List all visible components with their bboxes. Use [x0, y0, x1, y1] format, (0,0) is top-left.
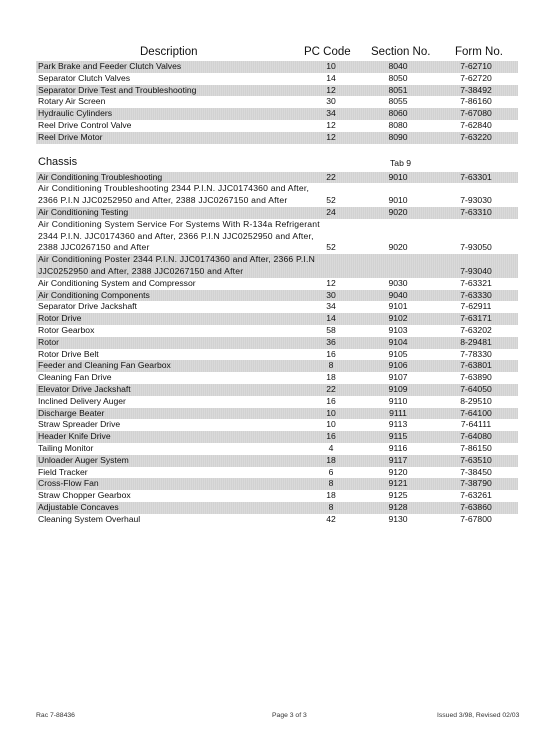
- row-pc-code: 10: [326, 419, 336, 430]
- row-section-no: 8051: [388, 84, 408, 95]
- row-section-no: 9010: [388, 195, 408, 206]
- row-pc-code: 34: [326, 301, 336, 312]
- row-pc-code: 16: [326, 431, 336, 442]
- row-pc-code: 58: [326, 324, 336, 335]
- row-form-no: 7-63202: [460, 324, 492, 335]
- row-description: Air Conditioning Components: [38, 289, 150, 300]
- table-row: [36, 408, 518, 420]
- row-description: Inclined Delivery Auger: [38, 395, 126, 406]
- row-description: Discharge Beater: [38, 407, 105, 418]
- row-form-no: 7-93050: [460, 242, 492, 253]
- row-form-no: 7-64080: [460, 431, 492, 442]
- row-description: Unloader Auger System: [38, 454, 129, 465]
- row-form-no: 7-86150: [460, 442, 492, 453]
- table-row: [36, 419, 518, 431]
- top-rows-group: [36, 61, 518, 144]
- row-description: Straw Spreader Drive: [38, 419, 121, 430]
- row-description: Rotor Drive: [38, 313, 82, 324]
- row-pc-code: 22: [326, 383, 336, 394]
- row-description: Feeder and Cleaning Fan Gearbox: [38, 360, 171, 371]
- row-section-no: 9010: [388, 171, 408, 182]
- row-pc-code: 52: [326, 195, 336, 206]
- row-description: Separator Drive Jackshaft: [38, 301, 137, 312]
- row-form-no: 7-62911: [460, 301, 492, 312]
- footer-form-number: Rac 7-88436: [36, 712, 75, 719]
- chassis-section-header: [36, 152, 518, 172]
- table-row: [36, 219, 518, 254]
- section-tab: Tab 9: [390, 157, 412, 168]
- table-row: [36, 96, 518, 108]
- row-description: Air Conditioning System Service For Systems With R-134a Refrigerant 2344 P.I.N. JJC0174360 and After, 2366 P.I.N JJC0252950 and After, 2388 JJC0267150 and After: [38, 218, 320, 253]
- row-description: Rotor Drive Belt: [38, 348, 99, 359]
- row-description: Air Conditioning Testing: [38, 206, 129, 217]
- row-pc-code: 6: [328, 466, 334, 477]
- row-form-no: 7-67080: [460, 108, 492, 119]
- row-pc-code: 24: [326, 206, 336, 217]
- table-row: [36, 278, 518, 290]
- row-pc-code: 10: [326, 407, 336, 418]
- row-pc-code: 30: [326, 289, 336, 300]
- row-form-no: 7-38790: [460, 478, 492, 489]
- row-pc-code: 12: [326, 131, 336, 142]
- row-form-no: 7-63510: [460, 454, 492, 465]
- row-section-no: 8040: [388, 61, 408, 71]
- row-form-no: 7-86160: [460, 96, 492, 107]
- row-pc-code: 14: [326, 72, 336, 83]
- row-description: Rotor Gearbox: [38, 324, 95, 335]
- header-form-no: Form No.: [455, 46, 503, 58]
- row-form-no: 7-63890: [460, 372, 492, 383]
- chassis-rows-group: [36, 172, 518, 526]
- row-pc-code: 4: [328, 442, 334, 453]
- row-section-no: 8055: [388, 96, 408, 107]
- row-section-no: 8050: [388, 72, 408, 83]
- parts-index-table: [36, 44, 518, 525]
- table-row: [36, 478, 518, 490]
- row-description: Rotary Air Screen: [38, 96, 106, 107]
- row-description: Reel Drive Motor: [38, 131, 103, 142]
- row-section-no: 9107: [388, 372, 408, 383]
- row-description: Elevator Drive Jackshaft: [38, 383, 131, 394]
- row-description: Hydraulic Cylinders: [38, 108, 113, 119]
- row-description: Header Knife Drive: [38, 431, 111, 442]
- row-pc-code: 16: [326, 348, 336, 359]
- table-header: [36, 44, 518, 61]
- row-form-no: 7-64111: [460, 419, 492, 430]
- row-description: Park Brake and Feeder Clutch Valves: [38, 61, 182, 71]
- row-description: Cross-Flow Fan: [38, 478, 99, 489]
- table-row: [36, 337, 518, 349]
- header-description: Description: [140, 46, 198, 58]
- row-form-no: 7-38450: [460, 466, 492, 477]
- row-pc-code: 18: [326, 454, 336, 465]
- row-form-no: 7-63801: [460, 360, 492, 371]
- table-row: [36, 490, 518, 502]
- row-pc-code: 42: [326, 513, 336, 524]
- footer-issue-date: Issued 3/98, Revised 02/03: [437, 712, 520, 719]
- row-description: Air Conditioning Poster 2344 P.I.N. JJC0174360 and After, 2366 P.I.N JJC0252950 and After, 2388 JJC0267150 and After: [38, 254, 315, 276]
- row-description: Adjustable Concaves: [38, 501, 119, 512]
- table-row: [36, 108, 518, 120]
- row-section-no: 9128: [388, 501, 408, 512]
- row-section-no: 9115: [388, 431, 408, 442]
- row-pc-code: 10: [326, 61, 336, 71]
- table-row: [36, 172, 518, 184]
- row-section-no: 9121: [388, 478, 408, 489]
- row-section-no: 9101: [388, 301, 408, 312]
- table-row: [36, 467, 518, 479]
- row-section-no: 9111: [389, 407, 407, 418]
- table-row: [36, 254, 518, 278]
- table-row: [36, 85, 518, 97]
- row-form-no: 7-63220: [460, 131, 492, 142]
- row-description: Field Tracker: [38, 466, 88, 477]
- row-form-no: 7-78330: [460, 348, 492, 359]
- row-description: Cleaning System Overhaul: [38, 513, 141, 524]
- footer-page-number: Page 3 of 3: [272, 712, 307, 719]
- table-row: [36, 120, 518, 132]
- row-description: Tailing Monitor: [38, 442, 94, 453]
- row-form-no: 7-63860: [460, 501, 492, 512]
- row-section-no: 9105: [388, 348, 408, 359]
- row-form-no: 7-62840: [460, 119, 492, 130]
- row-section-no: 9109: [388, 383, 408, 394]
- row-pc-code: 8: [328, 478, 334, 489]
- row-form-no: 8-29481: [460, 336, 492, 347]
- row-section-no: 9130: [388, 513, 408, 524]
- row-form-no: 7-63301: [460, 171, 492, 182]
- table-row: [36, 73, 518, 85]
- row-description: Rotor: [38, 336, 60, 347]
- row-section-no: 9030: [388, 277, 408, 288]
- row-section-no: 9113: [388, 419, 408, 430]
- table-row: [36, 290, 518, 302]
- row-form-no: 7-63310: [460, 206, 492, 217]
- row-section-no: 9110: [388, 395, 408, 406]
- row-description: Reel Drive Control Valve: [38, 119, 132, 130]
- row-section-no: 8090: [388, 131, 408, 142]
- row-section-no: 9106: [388, 360, 408, 371]
- row-form-no: 7-63261: [460, 490, 492, 501]
- table-row: [36, 301, 518, 313]
- row-description: Straw Chopper Gearbox: [38, 490, 131, 501]
- table-row: [36, 384, 518, 396]
- row-form-no: 7-93040: [460, 265, 492, 276]
- row-form-no: 7-62710: [460, 61, 492, 71]
- row-section-no: 9040: [388, 289, 408, 300]
- row-pc-code: 36: [326, 336, 336, 347]
- row-form-no: 7-67800: [460, 513, 492, 524]
- row-pc-code: 16: [326, 395, 336, 406]
- row-form-no: 7-63171: [460, 313, 492, 324]
- row-form-no: 8-29510: [460, 395, 492, 406]
- section-title: Chassis: [38, 155, 78, 168]
- table-row: [36, 207, 518, 219]
- row-form-no: 7-63330: [460, 289, 492, 300]
- table-row: [36, 132, 518, 144]
- row-pc-code: 22: [326, 171, 336, 182]
- row-pc-code: 8: [328, 501, 334, 512]
- table-row: [36, 183, 518, 207]
- row-pc-code: 12: [326, 84, 336, 95]
- row-pc-code: 12: [326, 119, 336, 130]
- table-row: [36, 396, 518, 408]
- table-row: [36, 313, 518, 325]
- row-description: Air Conditioning System and Compressor: [38, 277, 196, 288]
- row-description: Separator Clutch Valves: [38, 72, 131, 83]
- row-pc-code: 18: [326, 372, 336, 383]
- row-description: Cleaning Fan Drive: [38, 372, 112, 383]
- table-row: [36, 431, 518, 443]
- table-row: [36, 514, 518, 526]
- row-section-no: 9117: [388, 454, 408, 465]
- row-section-no: 9102: [388, 313, 408, 324]
- row-pc-code: 12: [326, 277, 336, 288]
- row-form-no: 7-64050: [460, 383, 492, 394]
- row-pc-code: 14: [326, 313, 336, 324]
- header-pc-code: PC Code: [304, 46, 351, 58]
- row-form-no: 7-63321: [460, 277, 492, 288]
- row-section-no: 9116: [388, 442, 408, 453]
- row-form-no: 7-64100: [460, 407, 492, 418]
- row-description: Separator Drive Test and Troubleshooting: [38, 84, 197, 95]
- row-section-no: 9020: [388, 242, 408, 253]
- row-section-no: 9020: [388, 206, 408, 217]
- row-section-no: 9125: [388, 490, 408, 501]
- header-section-no: Section No.: [371, 46, 431, 58]
- row-section-no: 9103: [388, 324, 408, 335]
- row-form-no: 7-93030: [460, 195, 492, 206]
- row-section-no: 8080: [388, 119, 408, 130]
- row-section-no: 9104: [388, 336, 408, 347]
- row-form-no: 7-62720: [460, 72, 492, 83]
- table-row: [36, 443, 518, 455]
- table-row: [36, 455, 518, 467]
- row-pc-code: 18: [326, 490, 336, 501]
- table-row: [36, 61, 518, 73]
- row-form-no: 7-38492: [460, 84, 492, 95]
- table-row: [36, 372, 518, 384]
- row-pc-code: 8: [328, 360, 334, 371]
- table-row: [36, 502, 518, 514]
- table-row: [36, 325, 518, 337]
- row-description: Air Conditioning Troubleshooting: [38, 171, 163, 182]
- row-section-no: 9120: [388, 466, 408, 477]
- row-description: Air Conditioning Troubleshooting 2344 P.I.N. JJC0174360 and After, 2366 P.I.N JJC0252950 and After, 2388 JJC0267150 and After: [38, 183, 310, 206]
- row-pc-code: 30: [326, 96, 336, 107]
- table-row: [36, 349, 518, 361]
- row-pc-code: 34: [326, 108, 336, 119]
- row-section-no: 8060: [388, 108, 408, 119]
- row-pc-code: 52: [326, 242, 336, 253]
- table-row: [36, 360, 518, 372]
